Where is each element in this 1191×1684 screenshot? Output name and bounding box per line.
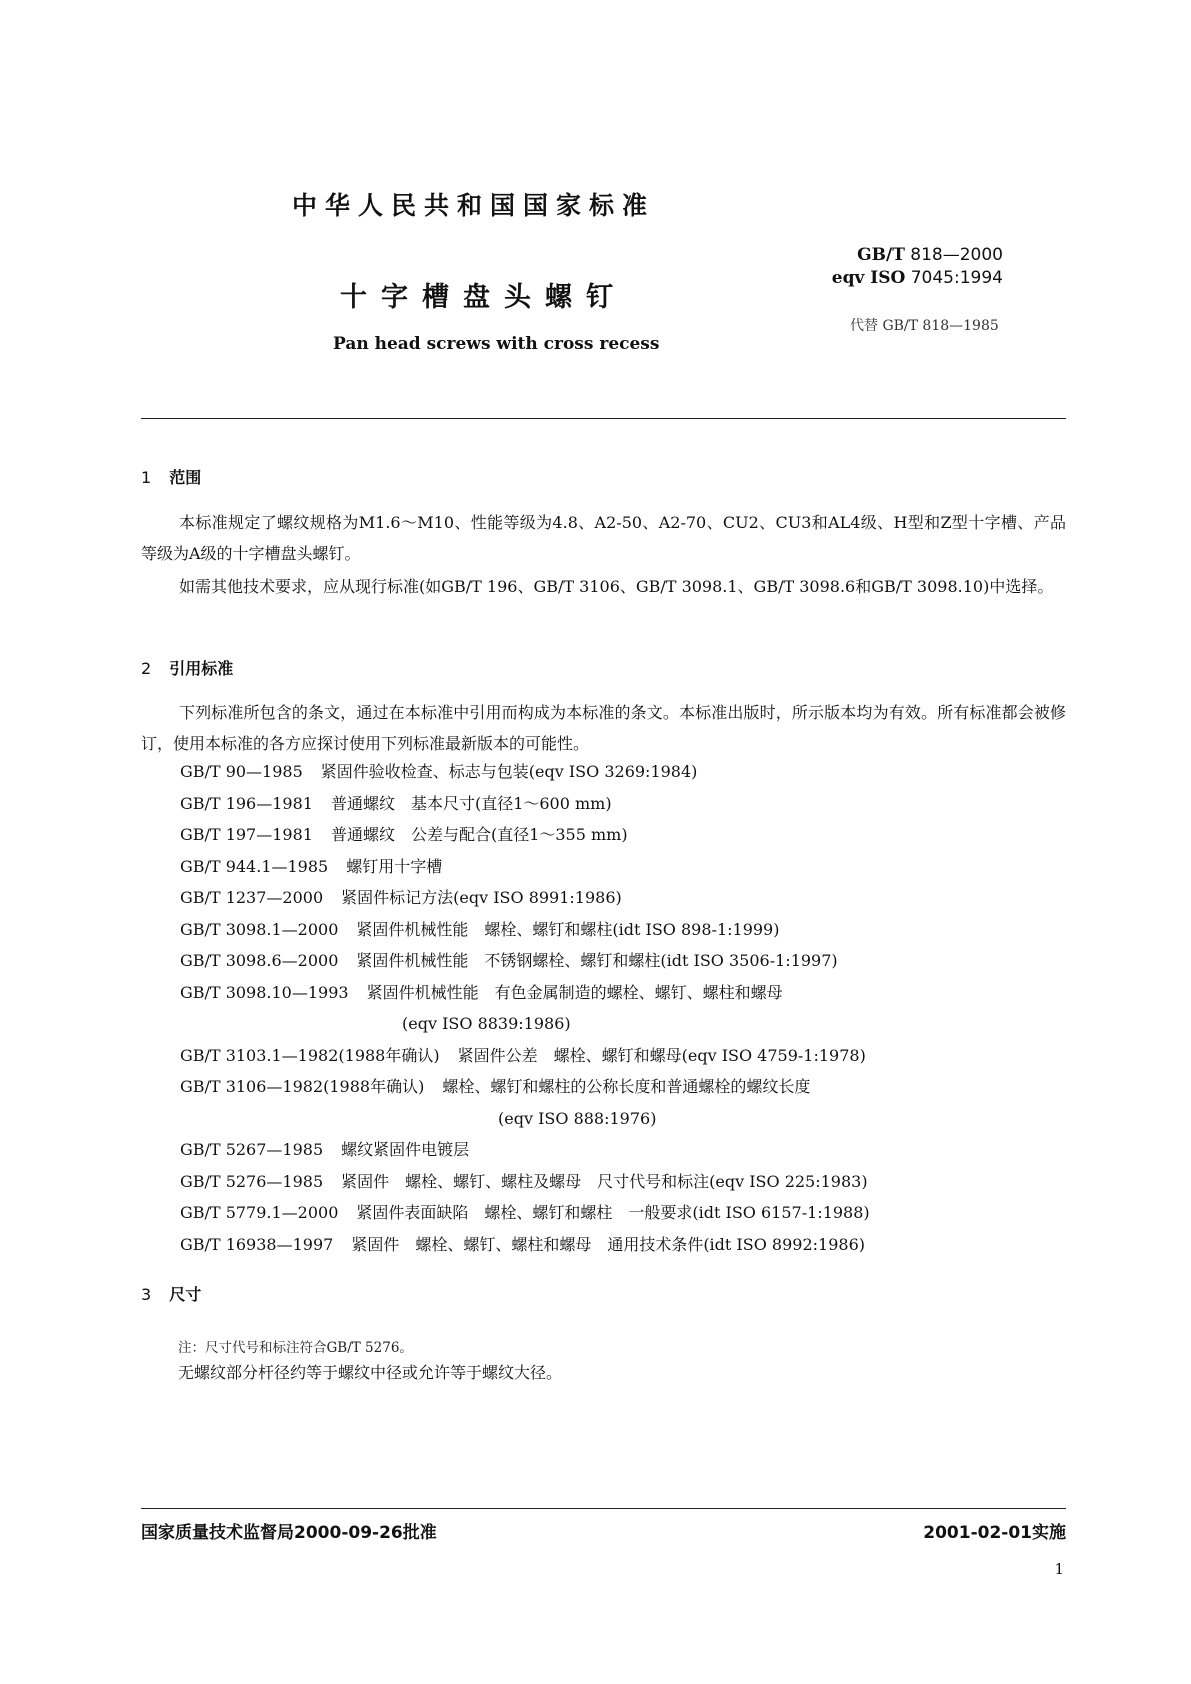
footer-divider [141, 1508, 1066, 1509]
shank-diameter-text: 无螺纹部分杆径约等于螺纹中径或允许等于螺纹大径。 [178, 1363, 563, 1382]
reference-item: GB/T 3098.1—2000 紧固件机械性能 螺栓、螺钉和螺柱(idt ISO 898-1:1999) [180, 919, 780, 939]
title-chinese: 十字槽盘头螺钉 [340, 282, 627, 313]
page-number: 1 [1054, 1560, 1064, 1578]
std-code-prefix: GB/T [857, 245, 905, 265]
header-divider [141, 418, 1066, 419]
section-3-heading [141, 1282, 201, 1305]
std-code-number: 818—2000 [910, 245, 1003, 265]
reference-item: GB/T 5267—1985 螺纹紧固件电镀层 [180, 1140, 470, 1159]
standard-code-block [832, 244, 1003, 290]
section-3-number: 3 [141, 1285, 152, 1304]
section-1-paragraph-1: 本标准规定了螺纹规格为M1.6～M10、性能等级为4.8、A2-50、A2-70、CU2、CU3和AL4级、H型和Z型十字槽、产品等级为A级的十字槽盘头螺钉。 [141, 513, 1066, 563]
section-1-title: 范围 [169, 468, 202, 487]
eqv-prefix: eqv ISO [831, 268, 906, 288]
eqv-number: 7045:1994 [910, 268, 1003, 288]
reference-item: GB/T 3098.10—1993 紧固件机械性能 有色金属制造的螺栓、螺钉、螺柱和螺母 [180, 982, 783, 1002]
section-2-title: 引用标准 [169, 659, 234, 678]
effective-date: 2001-02-01实施 [923, 1523, 1066, 1543]
reference-item: GB/T 944.1—1985 螺钉用十字槽 [180, 856, 443, 876]
reference-item: GB/T 16938—1997 紧固件 螺栓、螺钉、螺柱和螺母 通用技术条件(idt ISO 8992:1986) [180, 1234, 865, 1254]
reference-item: GB/T 197—1981 普通螺纹 公差与配合(直径1～355 mm) [180, 825, 628, 844]
reference-item: GB/T 5779.1—2000 紧固件表面缺陷 螺栓、螺钉和螺柱 一般要求(idt ISO 6157-1:1988) [180, 1203, 870, 1222]
reference-item: GB/T 3098.6—2000 紧固件机械性能 不锈钢螺栓、螺钉和螺柱(idt ISO 3506-1:1997) [180, 951, 838, 970]
reference-item: GB/T 3106—1982(1988年确认) 螺栓、螺钉和螺柱的公称长度和普通螺栓的螺纹长度 [180, 1077, 811, 1096]
section-1-heading [141, 465, 201, 488]
section-2-number: 2 [141, 659, 152, 678]
reference-item: GB/T 1237—2000 紧固件标记方法(eqv ISO 8991:1986) [180, 888, 622, 907]
approval-date: 国家质量技术监督局2000-09-26批准 [141, 1523, 437, 1543]
reference-item: GB/T 5276—1985 紧固件 螺栓、螺钉、螺柱及螺母 尺寸代号和标注(eqv ISO 225:1983) [180, 1171, 868, 1191]
reference-continuation: (eqv ISO 888:1976) [498, 1108, 657, 1128]
replaces-label: 代替 GB/T 818—1985 [850, 318, 999, 334]
reference-continuation: (eqv ISO 8839:1986) [402, 1014, 571, 1033]
section-1-paragraph-2: 如需其他技术要求，应从现行标准(如GB/T 196、GB/T 3106、GB/T 3098.1、GB/T 3098.6和GB/T 3098.10)中选择。 [179, 577, 1054, 596]
section-1-number: 1 [141, 468, 152, 487]
reference-item: GB/T 196—1981 普通螺纹 基本尺寸(直径1～600 mm) [180, 793, 612, 813]
reference-list [180, 756, 870, 1260]
national-standard-label: 中华人民共和国国家标准 [292, 191, 656, 220]
dimension-note: 注：尺寸代号和标注符合GB/T 5276。 [178, 1340, 413, 1356]
section-3-title: 尺寸 [169, 1285, 202, 1304]
reference-item: GB/T 90—1985 紧固件验收检查、标志与包装(eqv ISO 3269:1984) [180, 762, 698, 781]
title-english: Pan head screws with cross recess [333, 334, 660, 354]
reference-item: GB/T 3103.1—1982(1988年确认) 紧固件公差 螺栓、螺钉和螺母(eqv ISO 4759-1:1978) [180, 1045, 866, 1065]
section-2-heading [141, 656, 233, 679]
section-2-intro: 下列标准所包含的条文，通过在本标准中引用而构成为本标准的条文。本标准出版时，所示版本均为有效。所有标准都会被修订，使用本标准的各方应探讨使用下列标准最新版本的可能性。 [141, 703, 1066, 753]
